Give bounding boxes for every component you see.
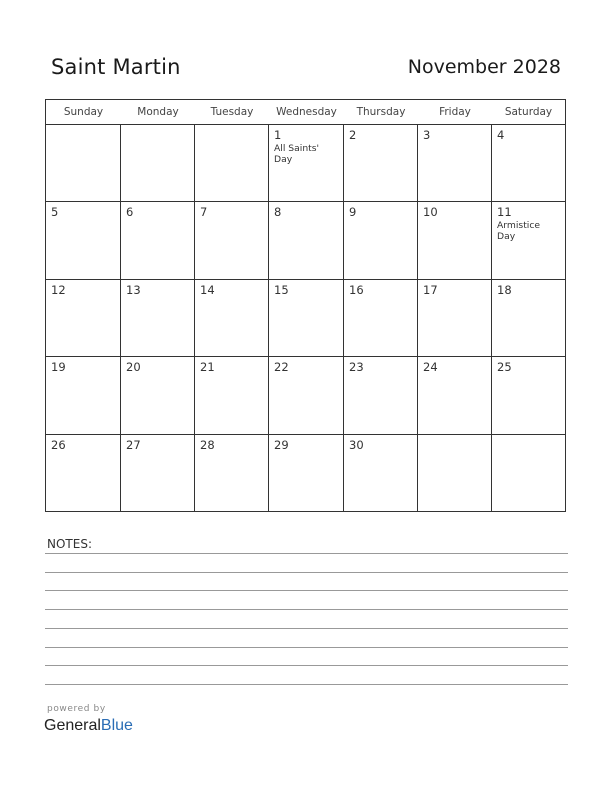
day-cell [418,202,492,278]
week-row [46,280,565,357]
day-number: 14 [200,282,215,297]
week-row [46,202,565,279]
generalblue-logo[interactable] [44,717,133,735]
week-row [46,357,565,434]
weeks-container [46,125,565,512]
weekday-sunday: Sunday [63,106,104,118]
weekday-thursday: Thursday [356,106,406,118]
day-number: 29 [274,437,289,452]
weekday-header-row [46,100,565,125]
weekday-friday: Friday [439,106,471,118]
day-cell [46,125,121,201]
note-line [45,572,568,573]
holiday-label: Armistice Day [497,220,541,243]
day-number: 5 [51,205,59,220]
day-cell [269,435,344,512]
brand-general-text: General [44,717,101,734]
day-cell [195,202,269,278]
day-number: 23 [349,360,364,375]
day-number: 13 [126,282,141,297]
day-number: 10 [423,205,438,220]
day-number: 2 [349,128,357,142]
powered-by-text: powered by [47,704,106,714]
month-year-title: November 2028 [407,56,561,78]
weekday-tuesday: Tuesday [210,106,254,118]
day-cell [492,280,565,356]
notes-label: NOTES: [47,537,92,551]
day-cell [121,357,195,433]
day-number: 12 [51,282,66,297]
day-number: 15 [274,282,289,297]
day-cell [344,435,418,512]
day-number: 27 [126,437,141,452]
day-cell [46,435,121,512]
day-cell [344,280,418,356]
day-number: 24 [423,360,438,375]
day-cell [418,357,492,433]
holiday-label: All Saints' Day [274,143,320,165]
calendar-grid [45,99,566,512]
day-number: 9 [349,205,357,220]
day-number: 7 [200,205,208,220]
day-number: 3 [423,128,431,142]
day-number: 11 [497,205,512,220]
day-number: 22 [274,360,289,375]
note-line [45,684,568,685]
note-line [45,609,568,610]
day-number: 26 [51,437,66,452]
note-line [45,553,568,554]
day-cell [418,435,492,512]
day-cell [269,202,344,278]
day-cell [269,125,344,201]
day-cell [269,280,344,356]
week-row [46,435,565,512]
week-row [46,125,565,202]
day-cell [121,202,195,278]
day-number: 25 [497,360,512,375]
day-number: 17 [423,282,438,297]
day-cell [344,202,418,278]
day-cell [418,125,492,201]
day-cell [121,280,195,356]
note-line [45,590,568,591]
day-number: 16 [349,282,364,297]
day-cell [195,280,269,356]
day-cell [46,202,121,278]
day-cell [344,357,418,433]
day-cell [492,357,565,433]
day-cell [492,435,565,512]
day-cell [121,125,195,201]
day-cell [492,202,565,278]
day-cell [269,357,344,433]
day-cell [121,435,195,512]
note-line [45,665,568,666]
day-number: 8 [274,205,282,220]
weekday-saturday: Saturday [504,106,553,118]
day-cell [344,125,418,201]
page-title: Saint Martin [51,55,181,79]
day-cell [492,125,565,201]
day-number: 18 [497,282,512,297]
day-cell [46,357,121,433]
day-number: 4 [497,128,505,142]
day-number: 6 [126,205,134,220]
brand-blue-text: Blue [100,717,133,734]
day-cell [418,280,492,356]
day-cell [195,435,269,512]
note-line [45,628,568,629]
day-number: 28 [200,437,215,452]
day-cell [46,280,121,356]
day-number: 19 [51,360,66,375]
note-line [45,647,568,648]
weekday-wednesday: Wednesday [276,106,337,118]
weekday-monday: Monday [137,106,179,118]
day-number: 30 [349,437,364,452]
day-number: 1 [274,128,282,142]
day-cell [195,125,269,201]
day-number: 21 [200,360,215,375]
day-cell [195,357,269,433]
day-number: 20 [126,360,141,375]
